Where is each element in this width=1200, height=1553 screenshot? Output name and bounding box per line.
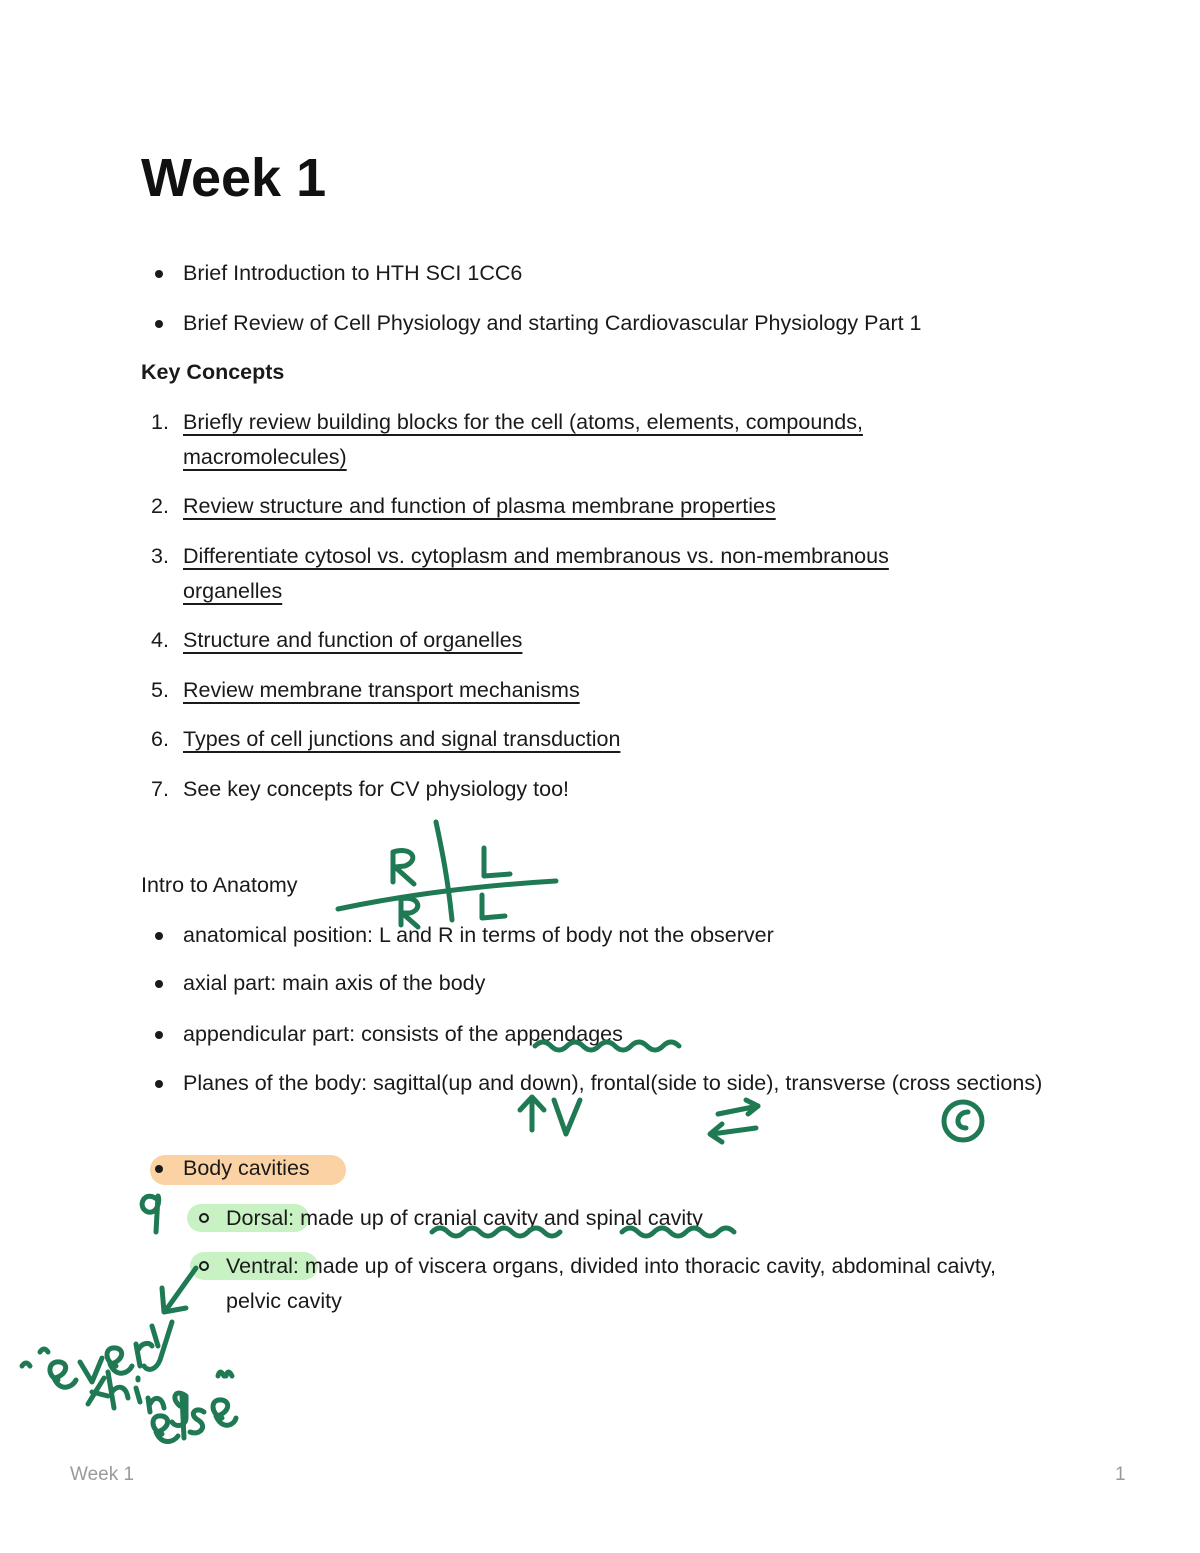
item-text: Types of cell junctions and signal transduction <box>183 727 621 751</box>
page-number: 1 <box>1115 1464 1126 1485</box>
item-text: Differentiate cytosol vs. cytoplasm and membranous vs. non-membranous organelles <box>183 544 889 603</box>
item-number: 5. <box>151 678 169 702</box>
item-number: 4. <box>151 628 169 652</box>
item-text: Review membrane transport mechanisms <box>183 678 580 702</box>
sub-item-text: made up of cranial cavity and spinal cavity <box>294 1206 703 1230</box>
item-number: 7. <box>151 777 169 801</box>
list-item: Brief Introduction to HTH SCI 1CC6 <box>183 256 522 291</box>
intro-list <box>183 256 522 291</box>
list-item: axial part: main axis of the body <box>183 966 485 1001</box>
sub-item-label: Ventral: <box>226 1254 299 1278</box>
anatomy-list <box>183 1151 310 1186</box>
intro-list <box>183 306 922 341</box>
key-concepts-heading: Key Concepts <box>141 360 285 384</box>
sub-list-item <box>226 1249 1016 1319</box>
list-item: Brief Review of Cell Physiology and starting Cardiovascular Physiology Part 1 <box>183 306 922 341</box>
handwritten-nine <box>142 1196 159 1232</box>
page-title: Week 1 <box>141 148 327 208</box>
key-concept-item <box>151 489 776 524</box>
footer-title: Week 1 <box>70 1464 135 1485</box>
item-number: 6. <box>151 727 169 751</box>
key-concept-item <box>151 772 570 807</box>
list-item: appendicular part: consists of the appendages <box>183 1017 623 1052</box>
item-number: 3. <box>151 544 169 568</box>
sub-list-item <box>226 1201 703 1236</box>
list-item: anatomical position: L and R in terms of body not the observer <box>183 918 774 953</box>
item-number: 2. <box>151 494 169 518</box>
item-number: 1. <box>151 410 169 434</box>
item-text: Briefly review building blocks for the cell (atoms, elements, compounds, macromolecules) <box>183 410 863 469</box>
key-concept-item <box>151 405 943 475</box>
arrow-icon <box>162 1268 196 1312</box>
anatomy-list <box>183 1017 623 1052</box>
left-right-cross-sketch <box>338 822 556 927</box>
key-concept-item <box>151 722 621 757</box>
anatomy-list <box>183 966 485 1001</box>
key-concept-item <box>151 623 523 658</box>
item-text: Structure and function of organelles <box>183 628 523 652</box>
item-text: Review structure and function of plasma membrane properties <box>183 494 776 518</box>
everything-else-scribble <box>22 1322 236 1442</box>
up-down-arrows-icon <box>520 1097 580 1134</box>
list-item: Body cavities <box>183 1151 310 1186</box>
list-item: Planes of the body: sagittal(up and down), frontal(side to side), transverse (cross sections) <box>183 1066 1043 1101</box>
sub-item-text: made up of viscera organs, divided into thoracic cavity, abdominal caivty, pelvic cavity <box>226 1254 997 1313</box>
sub-item-label: Dorsal: <box>226 1206 295 1230</box>
item-text: See key concepts for CV physiology too! <box>183 777 570 801</box>
side-to-side-arrows-icon <box>710 1100 758 1142</box>
anatomy-heading: Intro to Anatomy <box>141 873 298 897</box>
key-concept-item <box>151 539 973 609</box>
circle-symbol-icon <box>944 1102 982 1140</box>
key-concept-item <box>151 673 580 708</box>
anatomy-list <box>183 918 774 953</box>
anatomy-list <box>183 1066 1043 1101</box>
